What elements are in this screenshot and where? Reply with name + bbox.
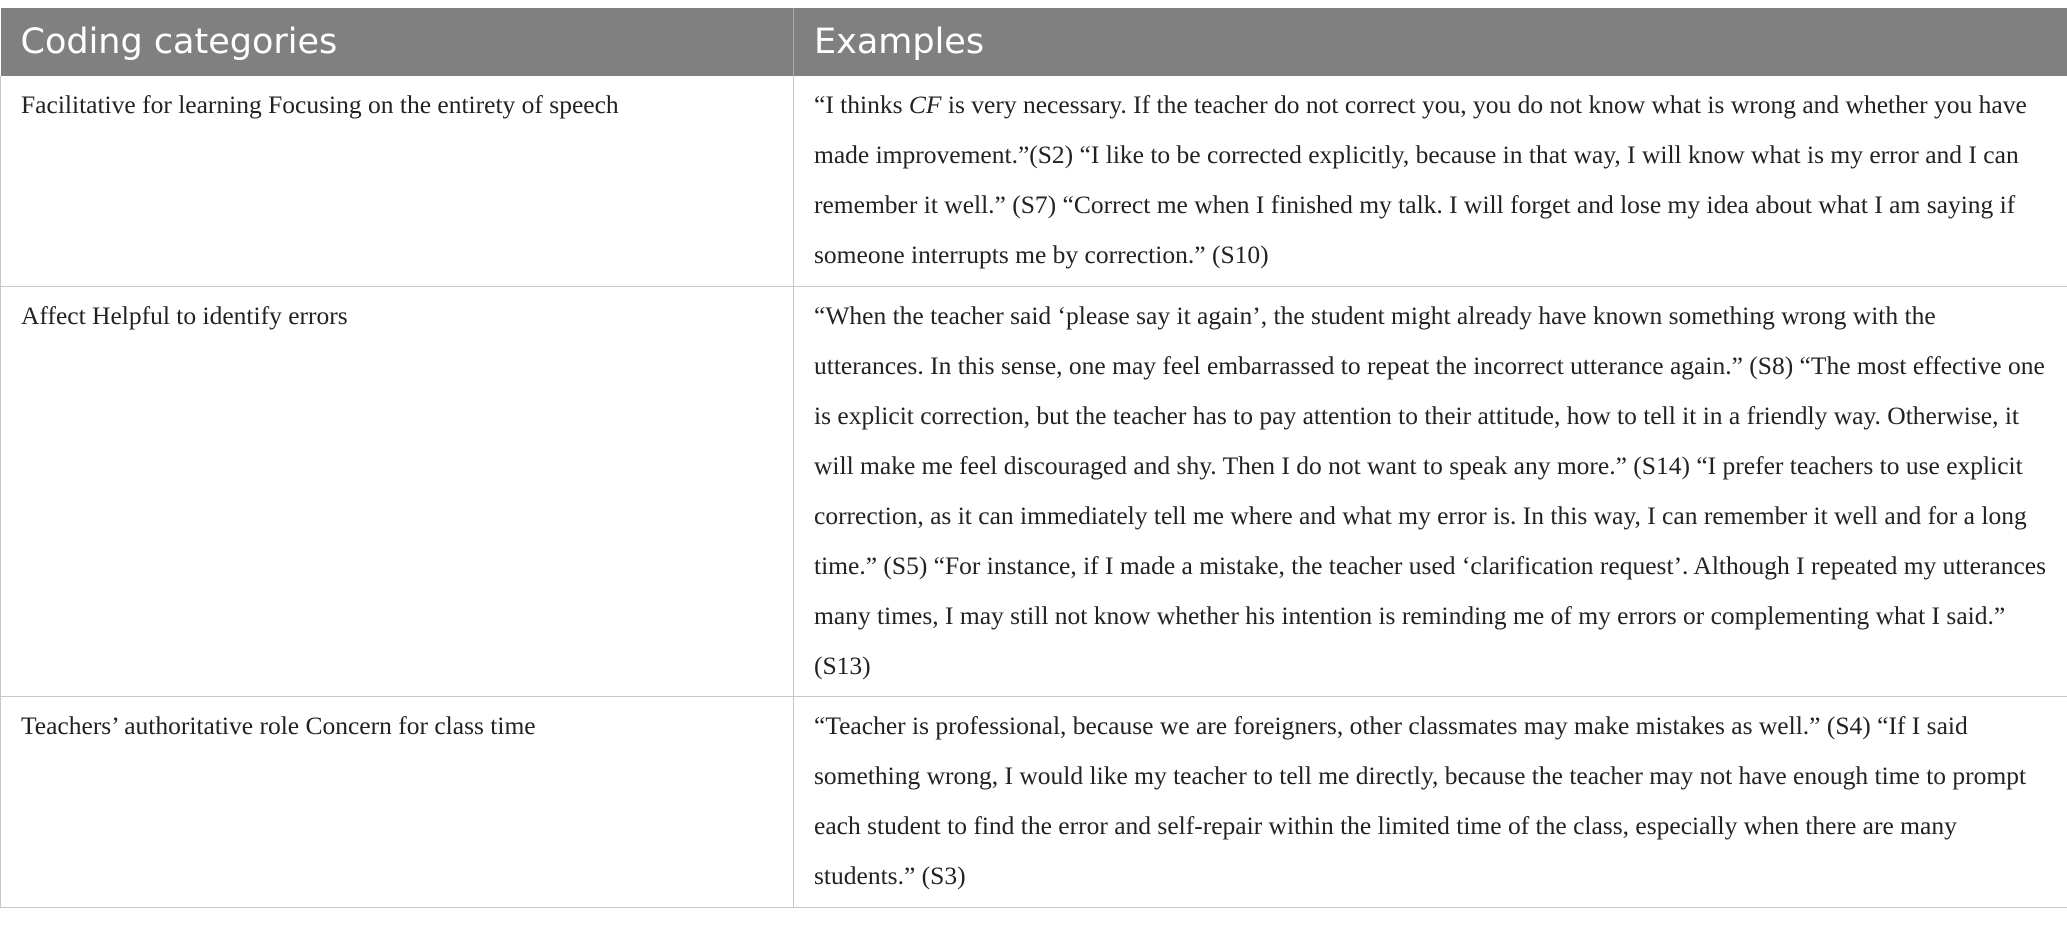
table-body — [1, 76, 2067, 907]
category-cell: Affect Helpful to identify errors — [1, 286, 794, 696]
table-row — [1, 286, 2067, 696]
coding-table-container — [0, 8, 2067, 908]
example-text-start: “I thinks — [814, 90, 909, 119]
header-examples: Examples — [794, 8, 2067, 76]
example-text-italic: CF — [908, 90, 942, 119]
example-cell — [794, 76, 2067, 286]
table-row — [1, 696, 2067, 907]
category-cell: Facilitative for learning Focusing on the entirety of speech — [1, 76, 794, 286]
coding-table — [0, 8, 2067, 908]
table-row — [1, 76, 2067, 286]
example-text-end: is very necessary. If the teacher do not correct you, you do not know what is wrong and whether you have made improvement.”(S2) “I like to be corrected explicitly, because in that way, I will know what is my error and I can remember it well.” (S7) “Correct me when I finished my talk. I will forget and lose my idea about what I am saying if someone interrupts me by correction.” (S10) — [814, 90, 2027, 269]
header-row — [1, 8, 2067, 76]
example-cell: “When the teacher said ‘please say it again’, the student might already have known something wrong with the utterances. In this sense, one may feel embarrassed to repeat the incorrect utterance again.” (S8) “The most effective one is explicit correction, but the teacher has to pay attention to their attitude, how to tell it in a friendly way. Otherwise, it will make me feel discouraged and shy. Then I do not want to speak any more.” (S14) “I prefer teachers to use explicit correction, as it can immediately tell me where and what my error is. In this way, I can remember it well and for a long time.” (S5) “For instance, if I made a mistake, the teacher used ‘clarification request’. Although I repeated my utterances many times, I may still not know whether his intention is reminding me of my errors or complementing what I said.” (S13) — [794, 286, 2067, 696]
table-header — [1, 8, 2067, 76]
category-cell: Teachers’ authoritative role Concern for class time — [1, 696, 794, 907]
example-cell: “Teacher is professional, because we are foreigners, other classmates may make mistakes as well.” (S4) “If I said something wrong, I would like my teacher to tell me directly, because the teacher may not have enough time to prompt each student to find the error and self-repair within the limited time of the class, especially when there are many students.” (S3) — [794, 696, 2067, 907]
header-coding-categories: Coding categories — [1, 8, 794, 76]
